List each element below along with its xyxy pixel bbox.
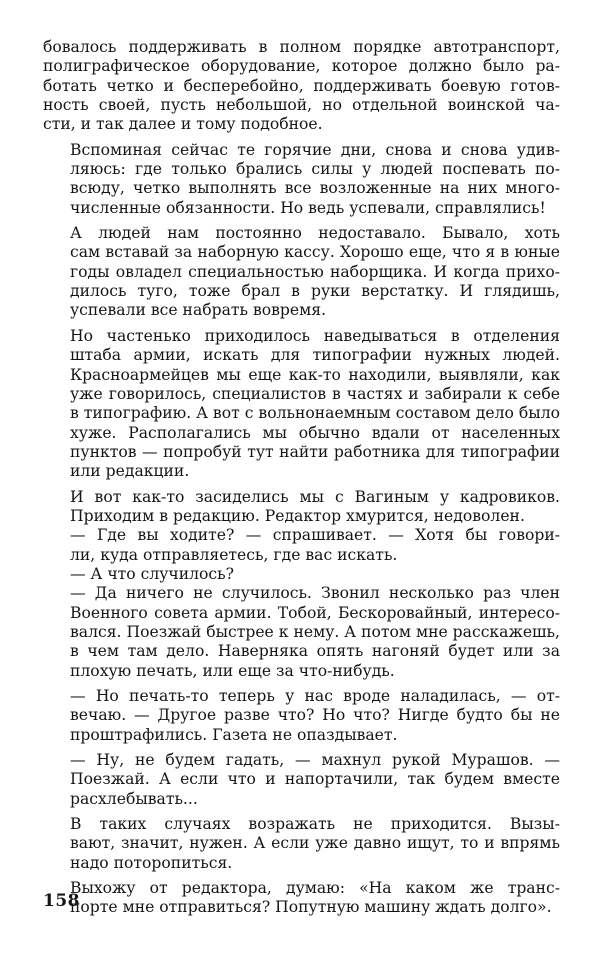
text-line: — Где вы ходите? — спрашивает. — Хотя бы говори- [70,526,560,545]
text-line: штаба армии, искать для типографии нужных людей. [70,346,560,365]
paragraph [43,224,560,321]
text-line: полиграфическое оборудование, которое должно было ра- [43,57,560,76]
paragraph [43,815,560,873]
text-line: хуже. Располагались мы обычно вдали от населенных [70,423,560,442]
text-line: надо поторопиться. [70,853,233,872]
text-line: вался. Поезжай быстрее к нему. А потом мне расскажешь, [70,622,560,641]
text-line: в чем там дело. Наверняка опять нагоняй будет или за [70,642,560,661]
text-line: Красноармейцев мы еще как-то находили, выявляли, как [70,365,560,384]
text-line: Выхожу от редактора, думаю: «На каком же транс- [70,879,560,898]
paragraph [43,38,560,135]
text-line: дилось туго, тоже брал в руки верстатку. И глядишь, [70,282,560,301]
text-line: — Ну, не будем гадать, — махнул рукой Мурашов. — [70,751,560,770]
text-line: сти, и так далее и тому подобное. [43,115,323,134]
text-line: расхлебывать... [70,789,198,808]
text-line: ботать четко и бесперебойно, поддерживать боевую готов- [43,76,560,95]
text-line: Военного совета армии. Тобой, Бескоровайный, интересо- [70,603,560,622]
text-line: ли, куда отправляетесь, где вас искать. [70,545,398,564]
text-line: всюду, четко выполнять все возложенные на них много- [70,179,560,198]
text-line: плохую печать, или еще за что-нибудь. [70,661,395,680]
text-line: Поезжай. А если что и напортачили, так будем вместе [70,770,560,789]
body-text [43,38,560,924]
text-line: вают, значит, нужен. А если уже давно ищут, то и впрямь [70,834,560,853]
text-line: ляюсь: где только брались силы у людей поспевать по- [70,160,560,179]
text-line: В таких случаях возражать не приходится. Вызы- [70,815,560,834]
paragraph [43,488,560,527]
paragraph [43,687,560,745]
text-line: вечаю. — Другое разве что? Но что? Нигде будто бы не [70,706,560,725]
text-line: численные обязанности. Но ведь успевали, справлялись! [70,198,546,217]
paragraph [43,584,560,681]
text-line: Но частенько приходилось наведываться в отделения [70,326,560,345]
text-line: проштрафились. Газета не опаздывает. [70,725,398,744]
text-line: И вот как-то засиделись мы с Вагиным у кадровиков. [70,487,560,506]
paragraph [43,879,560,918]
paragraph [43,526,560,565]
paragraph [43,327,560,482]
text-line: — Но печать-то теперь у нас вроде наладилась, — от- [70,687,560,705]
paragraph [43,141,560,218]
page-number: 158 [43,891,80,911]
text-line: порте мне отправиться? Попутную машину ждать долго». [70,898,552,917]
text-line: пунктов — попробуй тут найти работника для типографии [70,442,560,461]
text-line: в типографию. А вот с вольнонаемным составом дело было [70,404,560,423]
text-line: успевали все набрать вовремя. [70,301,327,320]
text-line: — Да ничего не случилось. Звонил несколько раз член [70,584,560,603]
text-line: А людей нам постоянно недоставало. Бывало, хоть [70,224,560,243]
text-line: или редакции. [70,462,190,481]
paragraph [43,565,560,584]
text-line: годы овладел специальностью наборщика. И когда прихо- [70,262,560,281]
text-line: уже говорилось, специалистов в частях и забирали к себе [70,384,560,403]
text-line: сам вставай за наборную кассу. Хорошо еще, что я в юные [70,243,560,262]
text-line: Приходим в редакцию. Редактор хмурится, недоволен. [70,506,525,525]
text-line: — А что случилось? [70,564,234,583]
text-line: ность своей, пусть небольшой, но отдельной воинской ча- [43,96,560,115]
paragraph [43,751,560,809]
text-line: Вспоминая сейчас те горячие дни, снова и снова удив- [70,140,560,159]
text-line: бовалось поддерживать в полном порядке автотранспорт, [43,38,560,56]
